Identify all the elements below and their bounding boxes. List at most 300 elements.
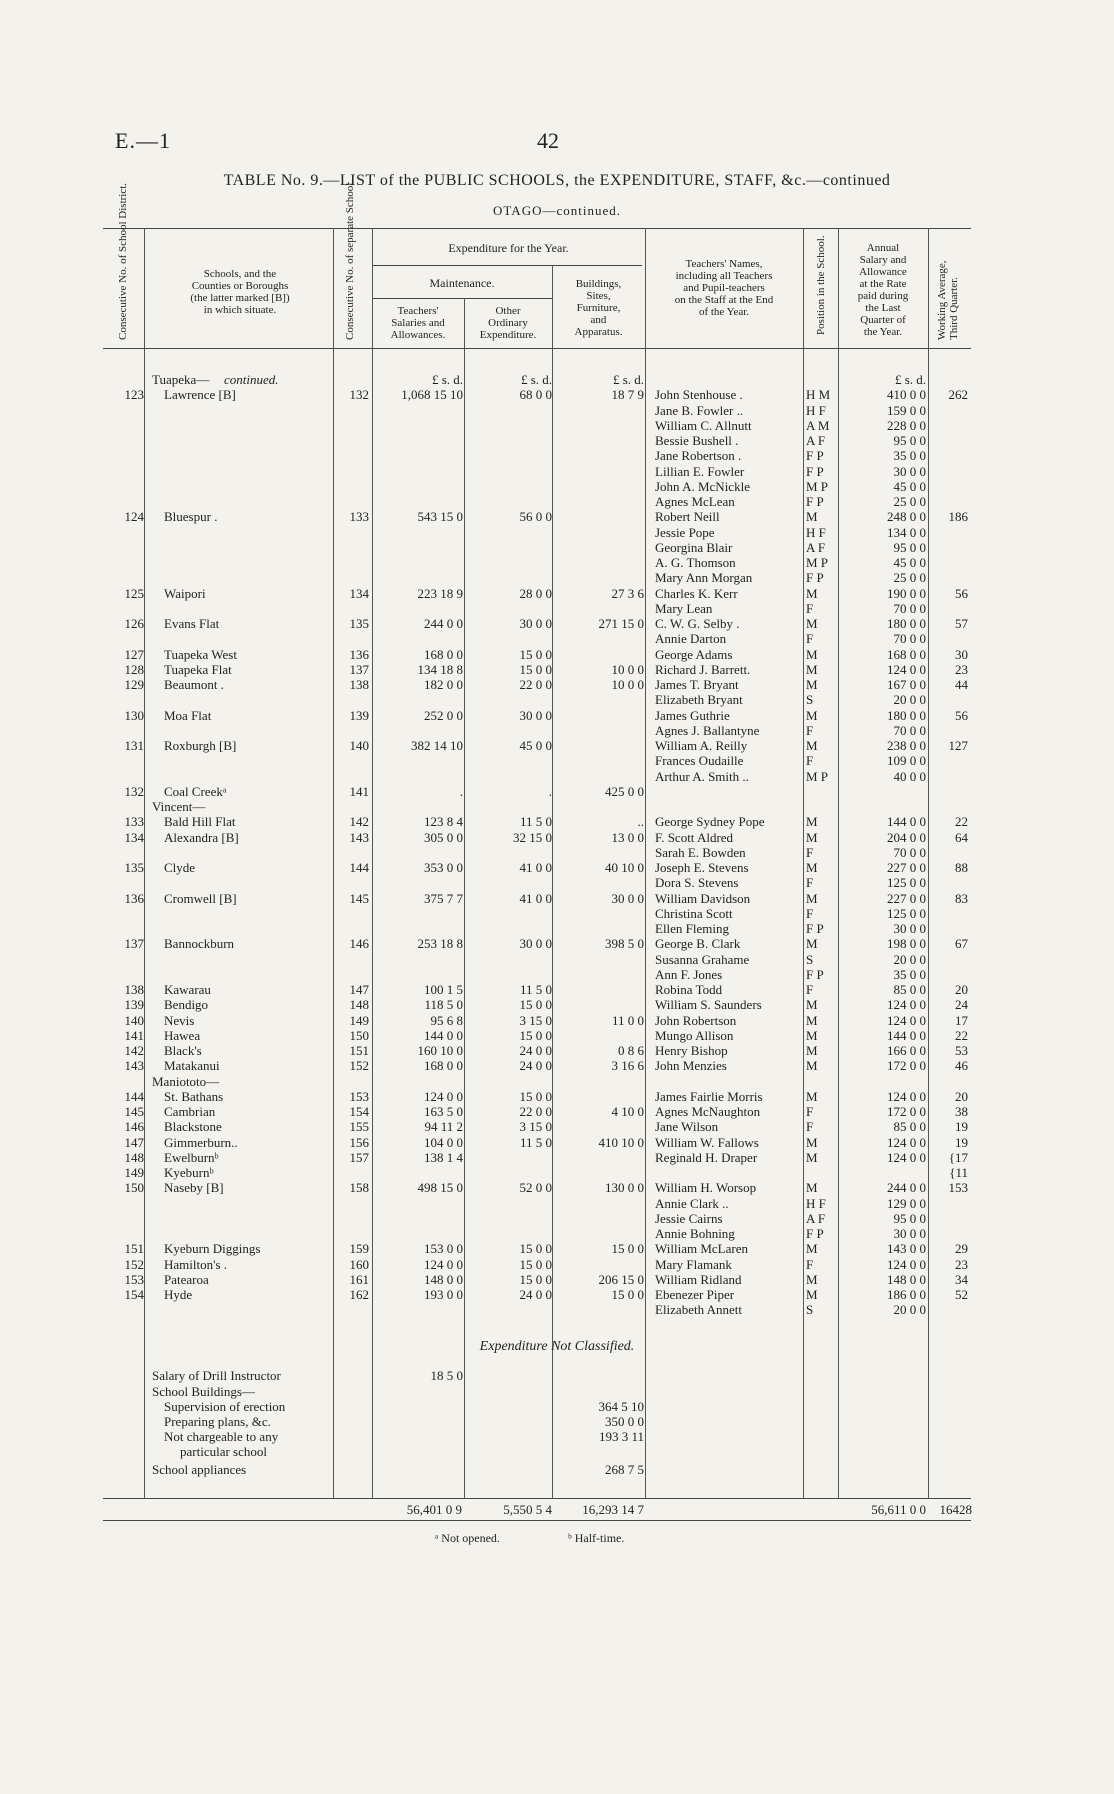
school-name: Bald Hill Flat <box>164 814 236 830</box>
school-name: Tuapeka— <box>152 372 210 387</box>
separate-school-number: 156 <box>349 1134 369 1150</box>
other-expenditure-cell: 15 0 0 <box>519 997 552 1013</box>
position-cell: M <box>806 1027 818 1043</box>
total-top-rule <box>103 1498 971 1499</box>
salaries-cell: 148 0 0 <box>424 1271 463 1287</box>
teacher-name: Jessie Pope <box>655 524 715 540</box>
other-expenditure-cell: 32 15 0 <box>513 829 552 845</box>
row-number: 132 <box>124 783 144 799</box>
footnote-a: ᵃ Not opened. <box>435 1531 500 1545</box>
position-cell: M <box>806 1058 818 1074</box>
annual-salary-cell: 144 0 0 <box>887 1027 926 1043</box>
buildings-cell: 10 0 0 <box>611 661 644 677</box>
position-cell: F <box>806 982 814 997</box>
buildings-cell: £ s. d. <box>612 372 644 387</box>
annual-salary-cell: 45 0 0 <box>893 478 926 494</box>
teacher-name: John Robertson <box>655 1012 737 1028</box>
header-teachers-names: Teachers' Names, including all Teachers and Pupil-teachers on the Staff at the End of the Year. <box>674 258 774 318</box>
other-expenditure-cell: 15 0 0 <box>519 1256 552 1272</box>
table-row <box>0 738 1114 753</box>
school-name: Kawarau <box>164 982 211 997</box>
page-number: 42 <box>537 128 559 153</box>
other-expenditure-cell: 52 0 0 <box>519 1180 552 1196</box>
school-name: Tuapeka West <box>164 646 237 662</box>
position-cell: M <box>806 997 818 1013</box>
buildings-cell: 3 16 6 <box>611 1058 644 1074</box>
annual-salary-cell: 30 0 0 <box>893 463 926 479</box>
table-row <box>0 662 1114 677</box>
other-expenditure-cell: 30 0 0 <box>519 707 552 723</box>
annual-salary-cell: 129 0 0 <box>887 1195 926 1211</box>
salaries-cell: 95 6 8 <box>430 1012 463 1028</box>
annual-salary-cell: 70 0 0 <box>893 844 926 860</box>
header-separate-school: Consecutive No. of separate School. <box>344 179 356 340</box>
school-name: Roxburgh [B] <box>164 738 237 753</box>
table-row <box>0 1119 1114 1134</box>
row-number: 133 <box>124 814 144 830</box>
buildings-cell: 30 0 0 <box>611 890 644 906</box>
teacher-name: William Davidson <box>655 890 751 906</box>
separate-school-number: 154 <box>349 1104 369 1119</box>
row-number: 144 <box>124 1088 144 1104</box>
position-cell: F <box>806 905 814 921</box>
position-cell: S <box>806 951 814 967</box>
school-name: Bluespur . <box>164 509 218 525</box>
header-top-rule <box>103 228 971 229</box>
table-row <box>0 875 1114 890</box>
table-row <box>0 906 1114 921</box>
school-name: Bendigo <box>164 997 209 1013</box>
table-row <box>0 403 1114 418</box>
table-row <box>0 1287 1114 1302</box>
row-number: 147 <box>124 1134 144 1150</box>
drill-instructor-label: Salary of Drill Instructor <box>152 1368 281 1383</box>
teacher-name: Elizabeth Annett <box>655 1302 743 1318</box>
region-subtitle: OTAGO—continued. <box>493 203 621 218</box>
teacher-name: Mary Lean <box>655 600 713 616</box>
working-average-cell: 22 <box>955 814 968 830</box>
buildings-cell: 18 7 9 <box>611 387 644 403</box>
salaries-cell: 168 0 0 <box>424 646 463 662</box>
separate-school-number: 139 <box>349 707 369 723</box>
working-average-cell: 56 <box>955 707 968 723</box>
salaries-cell: 244 0 0 <box>424 616 463 631</box>
row-number: 130 <box>124 707 144 723</box>
salaries-cell: 160 10 0 <box>417 1043 463 1058</box>
other-expenditure-cell: 22 0 0 <box>519 1104 552 1119</box>
annual-salary-cell: 228 0 0 <box>887 417 926 433</box>
teacher-name: William A. Reilly <box>655 738 748 753</box>
annual-salary-cell: 125 0 0 <box>887 875 926 891</box>
other-expenditure-cell: 45 0 0 <box>519 738 552 753</box>
teacher-name: Jane Wilson <box>655 1119 719 1135</box>
table-row <box>0 891 1114 906</box>
table-row <box>0 647 1114 662</box>
school-name: Gimmerburn.. <box>164 1134 238 1150</box>
position-cell: M <box>806 1088 818 1104</box>
annual-salary-cell: 244 0 0 <box>887 1180 926 1196</box>
table-row <box>0 464 1114 479</box>
annual-salary-cell: 85 0 0 <box>893 1119 926 1135</box>
working-average-cell: 19 <box>955 1134 968 1150</box>
table-row <box>0 799 1114 814</box>
position-cell: M <box>806 1043 818 1058</box>
school-name: Waipori <box>164 585 206 601</box>
row-number: 154 <box>124 1287 144 1302</box>
expenditure-rule <box>372 265 642 266</box>
separate-school-number: 150 <box>349 1027 369 1043</box>
row-number: 140 <box>124 1012 144 1028</box>
annual-salary-cell: 227 0 0 <box>887 890 926 906</box>
school-name: Naseby [B] <box>164 1180 224 1196</box>
annual-salary-cell: 238 0 0 <box>887 738 926 753</box>
salaries-cell: 163 5 0 <box>424 1104 463 1119</box>
appliances-amount: 268 7 5 <box>605 1462 644 1477</box>
salaries-cell: 134 18 8 <box>417 661 463 677</box>
separate-school-number: 140 <box>349 738 369 753</box>
school-buildings-label: School Buildings— <box>152 1384 255 1399</box>
table-row <box>0 586 1114 601</box>
row-number: 138 <box>124 982 144 997</box>
working-average-cell: 30 <box>955 646 968 662</box>
buildings-cell: 13 0 0 <box>611 829 644 845</box>
position-cell: M P <box>806 478 829 494</box>
table-row <box>0 1302 1114 1317</box>
table-row <box>0 570 1114 585</box>
school-name: Hyde <box>164 1287 193 1302</box>
annual-salary-cell: 410 0 0 <box>887 387 926 403</box>
buildings-cell: 271 15 0 <box>598 616 644 631</box>
separate-school-number: 148 <box>349 997 369 1013</box>
row-number: 145 <box>124 1104 144 1119</box>
other-expenditure-cell: 24 0 0 <box>519 1058 552 1074</box>
school-name-continued: continued. <box>224 372 279 387</box>
working-average-cell: 44 <box>955 677 968 692</box>
annual-salary-cell: 25 0 0 <box>893 494 926 509</box>
buildings-cell: 11 0 0 <box>611 1012 644 1028</box>
row-number: 137 <box>124 936 144 952</box>
plans-amount: 350 0 0 <box>605 1414 644 1429</box>
position-cell: M <box>806 616 818 631</box>
salaries-cell: 223 18 9 <box>417 585 463 601</box>
teacher-name: Agnes McLean <box>655 494 735 509</box>
position-cell: F P <box>806 966 824 982</box>
drill-instructor-amount: 18 5 0 <box>430 1368 463 1383</box>
other-expenditure-cell: 41 0 0 <box>519 890 552 906</box>
row-number: 123 <box>124 387 144 403</box>
table-row <box>0 860 1114 875</box>
school-name: Matakanui <box>164 1058 220 1074</box>
annual-salary-cell: 70 0 0 <box>893 722 926 738</box>
row-number: 151 <box>124 1241 144 1257</box>
row-number: 150 <box>124 1180 144 1196</box>
separate-school-number: 133 <box>349 509 369 525</box>
table-title: TABLE No. 9.—LIST of the PUBLIC SCHOOLS, the EXPENDITURE, STAFF, &c.—continued <box>223 172 891 189</box>
position-cell: F <box>806 600 814 616</box>
teacher-name: William C. Allnutt <box>655 417 752 433</box>
row-number: 134 <box>124 829 144 845</box>
annual-salary-cell: 204 0 0 <box>887 829 926 845</box>
row-number: 139 <box>124 997 144 1013</box>
teacher-name: C. W. G. Selby . <box>655 616 740 631</box>
position-cell: S <box>806 692 814 708</box>
separate-school-number: 151 <box>349 1043 369 1058</box>
row-number: 152 <box>124 1256 144 1272</box>
school-name: Clyde <box>164 860 196 875</box>
position-cell: F <box>806 1119 814 1135</box>
other-expenditure-cell: 15 0 0 <box>519 1241 552 1257</box>
teacher-name: Ann F. Jones <box>655 966 723 982</box>
other-expenditure-cell: £ s. d. <box>520 372 552 387</box>
working-average-cell: 17 <box>955 1012 968 1028</box>
annual-salary-cell: 180 0 0 <box>887 616 926 631</box>
total-other: 5,550 5 4 <box>503 1502 552 1517</box>
teacher-name: Jane Robertson . <box>655 448 742 464</box>
annual-salary-cell: 40 0 0 <box>893 768 926 784</box>
separate-school-number: 145 <box>349 890 369 906</box>
table-row <box>0 1028 1114 1043</box>
teacher-name: William H. Worsop <box>655 1180 757 1196</box>
position-cell: M P <box>806 555 829 570</box>
table-row <box>0 1150 1114 1165</box>
school-name: Moa Flat <box>164 707 212 723</box>
position-cell: F P <box>806 570 824 586</box>
annual-salary-cell: 172 0 0 <box>887 1104 926 1119</box>
total-buildings: 16,293 14 7 <box>582 1502 644 1517</box>
working-average-cell: 262 <box>948 387 968 403</box>
school-name: Vincent— <box>152 799 206 814</box>
teacher-name: James T. Bryant <box>655 677 739 692</box>
annual-salary-cell: 35 0 0 <box>893 966 926 982</box>
header-position: Position in the School. <box>815 235 827 335</box>
working-average-cell: 23 <box>955 1256 968 1272</box>
salaries-cell: 100 1 5 <box>424 982 463 997</box>
table-row <box>0 540 1114 555</box>
salaries-cell: . <box>459 783 463 799</box>
annual-salary-cell: 85 0 0 <box>893 982 926 997</box>
annual-salary-cell: 143 0 0 <box>887 1241 926 1257</box>
row-number: 141 <box>124 1027 144 1043</box>
annual-salary-cell: 180 0 0 <box>887 707 926 723</box>
position-cell: M <box>806 661 818 677</box>
separate-school-number: 143 <box>349 829 369 845</box>
table-row <box>0 952 1114 967</box>
annual-salary-cell: 30 0 0 <box>893 921 926 936</box>
annual-salary-cell: 124 0 0 <box>887 1088 926 1104</box>
row-number: 126 <box>124 616 144 631</box>
annual-salary-cell: 20 0 0 <box>893 692 926 708</box>
salaries-cell: 124 0 0 <box>424 1256 463 1272</box>
other-expenditure-cell: . <box>548 783 552 799</box>
table-row <box>0 769 1114 784</box>
annual-salary-cell: 148 0 0 <box>887 1271 926 1287</box>
total-bottom-rule <box>103 1520 971 1521</box>
table-row <box>0 753 1114 768</box>
annual-salary-cell: 70 0 0 <box>893 631 926 647</box>
not-chargeable-label: Not chargeable to any <box>164 1429 279 1444</box>
school-name: Nevis <box>164 1012 195 1028</box>
salaries-cell: 168 0 0 <box>424 1058 463 1074</box>
table-row <box>0 372 1114 387</box>
working-average-cell: 19 <box>955 1119 968 1135</box>
teacher-name: George Sydney Pope <box>655 814 765 830</box>
salaries-cell: 144 0 0 <box>424 1027 463 1043</box>
table-row <box>0 814 1114 829</box>
school-name: Hawea <box>164 1027 201 1043</box>
position-cell: A M <box>806 417 830 433</box>
working-average-cell: 46 <box>955 1058 968 1074</box>
row-number: 128 <box>124 661 144 677</box>
salaries-cell: 375 7 7 <box>424 890 463 906</box>
teacher-name: John A. McNickle <box>655 478 750 494</box>
table-row <box>0 1043 1114 1058</box>
table-row <box>0 509 1114 524</box>
working-average-cell: 38 <box>955 1104 968 1119</box>
school-name: Lawrence [B] <box>164 387 236 403</box>
table-row <box>0 616 1114 631</box>
position-cell: M <box>806 1271 818 1287</box>
position-cell: M <box>806 585 818 601</box>
not-chargeable-amount: 193 3 11 <box>598 1429 644 1444</box>
other-expenditure-cell: 15 0 0 <box>519 1271 552 1287</box>
table-row <box>0 555 1114 570</box>
salaries-cell: 153 0 0 <box>424 1241 463 1257</box>
teacher-name: Annie Clark .. <box>655 1195 729 1211</box>
header-maintenance: Maintenance. <box>429 276 495 290</box>
buildings-cell: 10 0 0 <box>611 677 644 692</box>
buildings-cell: 206 15 0 <box>598 1271 644 1287</box>
teacher-name: Charles K. Kerr <box>655 585 738 601</box>
separate-school-number: 161 <box>349 1271 369 1287</box>
position-cell: F <box>806 1256 814 1272</box>
salaries-cell: 104 0 0 <box>424 1134 463 1150</box>
table-row <box>0 1074 1114 1089</box>
salaries-cell: 1,068 15 10 <box>401 387 463 403</box>
annual-salary-cell: 190 0 0 <box>887 585 926 601</box>
teacher-name: Arthur A. Smith .. <box>655 768 749 784</box>
teacher-name: Robert Neill <box>655 509 720 525</box>
position-cell: M <box>806 707 818 723</box>
separate-school-number: 135 <box>349 616 369 631</box>
working-average-cell: 127 <box>948 738 968 753</box>
row-number: 129 <box>124 677 144 692</box>
buildings-cell: 410 10 0 <box>598 1134 644 1150</box>
other-expenditure-cell: 68 0 0 <box>519 387 552 403</box>
separate-school-number: 152 <box>349 1058 369 1074</box>
working-average-cell: 83 <box>955 890 968 906</box>
other-expenditure-cell: 3 15 0 <box>519 1119 552 1135</box>
working-average-cell: 88 <box>955 860 968 875</box>
working-average-cell: 24 <box>955 997 968 1013</box>
separate-school-number: 160 <box>349 1256 369 1272</box>
footnote-b: ᵇ Half-time. <box>568 1531 625 1545</box>
document-code: E.—1 <box>115 128 171 153</box>
working-average-cell: 56 <box>955 585 968 601</box>
annual-salary-cell: 124 0 0 <box>887 1134 926 1150</box>
working-average-cell: 186 <box>948 509 968 525</box>
other-expenditure-cell: 30 0 0 <box>519 616 552 631</box>
total-working-average: 16428 <box>939 1502 972 1517</box>
other-expenditure-cell: 15 0 0 <box>519 1027 552 1043</box>
annual-salary-cell: 186 0 0 <box>887 1287 926 1302</box>
school-name: Patearoa <box>164 1271 209 1287</box>
position-cell: F <box>806 753 814 769</box>
maintenance-rule <box>372 298 552 299</box>
working-average-cell: 67 <box>955 936 968 952</box>
annual-salary-cell: 25 0 0 <box>893 570 926 586</box>
position-cell: M <box>806 890 818 906</box>
teacher-name: A. G. Thomson <box>655 555 736 570</box>
school-name: Tuapeka Flat <box>164 661 232 677</box>
separate-school-number: 147 <box>349 982 369 997</box>
teacher-name: Ebenezer Piper <box>655 1287 735 1302</box>
table-row <box>0 723 1114 738</box>
teacher-name: Dora S. Stevens <box>655 875 739 891</box>
teacher-name: James Fairlie Morris <box>655 1088 763 1104</box>
table-row <box>0 1241 1114 1256</box>
teacher-name: Mungo Allison <box>655 1027 734 1043</box>
teacher-name: Richard J. Barrett. <box>655 661 751 677</box>
teacher-name: Elizabeth Bryant <box>655 692 743 708</box>
salaries-cell: 252 0 0 <box>424 707 463 723</box>
position-cell: A F <box>806 433 826 448</box>
buildings-cell: 27 3 6 <box>611 585 644 601</box>
table-row <box>0 708 1114 723</box>
row-number: 127 <box>124 646 144 662</box>
separate-school-number: 132 <box>349 387 369 403</box>
annual-salary-cell: 20 0 0 <box>893 951 926 967</box>
annual-salary-cell: 166 0 0 <box>887 1043 926 1058</box>
separate-school-number: 149 <box>349 1012 369 1028</box>
school-name: Hamilton's . <box>164 1256 228 1272</box>
teacher-name: F. Scott Aldred <box>655 829 734 845</box>
row-number: 136 <box>124 890 144 906</box>
school-name: Black's <box>164 1043 202 1058</box>
table-row <box>0 418 1114 433</box>
teacher-name: Sarah E. Bowden <box>655 844 746 860</box>
position-cell: H F <box>806 1195 826 1211</box>
table-row <box>0 1058 1114 1073</box>
annual-salary-cell: 20 0 0 <box>893 1302 926 1318</box>
position-cell: F <box>806 844 814 860</box>
header-expenditure: Expenditure for the Year. <box>448 241 569 255</box>
other-expenditure-cell: 30 0 0 <box>519 936 552 952</box>
other-expenditure-cell: 3 15 0 <box>519 1012 552 1028</box>
annual-salary-cell: £ s. d. <box>894 372 926 387</box>
row-number: 142 <box>124 1043 144 1058</box>
table-row <box>0 1226 1114 1241</box>
other-expenditure-cell: 11 5 0 <box>519 1134 552 1150</box>
salaries-cell: 305 0 0 <box>424 829 463 845</box>
row-number: 153 <box>124 1271 144 1287</box>
salaries-cell: 353 0 0 <box>424 860 463 875</box>
annual-salary-cell: 125 0 0 <box>887 905 926 921</box>
salaries-cell: 193 0 0 <box>424 1287 463 1302</box>
teacher-name: Bessie Bushell . <box>655 433 739 448</box>
table-row <box>0 479 1114 494</box>
separate-school-number: 146 <box>349 936 369 952</box>
other-expenditure-cell: 22 0 0 <box>519 677 552 692</box>
annual-salary-cell: 70 0 0 <box>893 600 926 616</box>
annual-salary-cell: 198 0 0 <box>887 936 926 952</box>
working-average-cell: 153 <box>948 1180 968 1196</box>
row-number: 146 <box>124 1119 144 1135</box>
annual-salary-cell: 124 0 0 <box>887 1012 926 1028</box>
position-cell: M <box>806 936 818 952</box>
school-name: Evans Flat <box>164 616 220 631</box>
school-name: Cambrian <box>164 1104 216 1119</box>
teacher-name: John Menzies <box>655 1058 727 1074</box>
